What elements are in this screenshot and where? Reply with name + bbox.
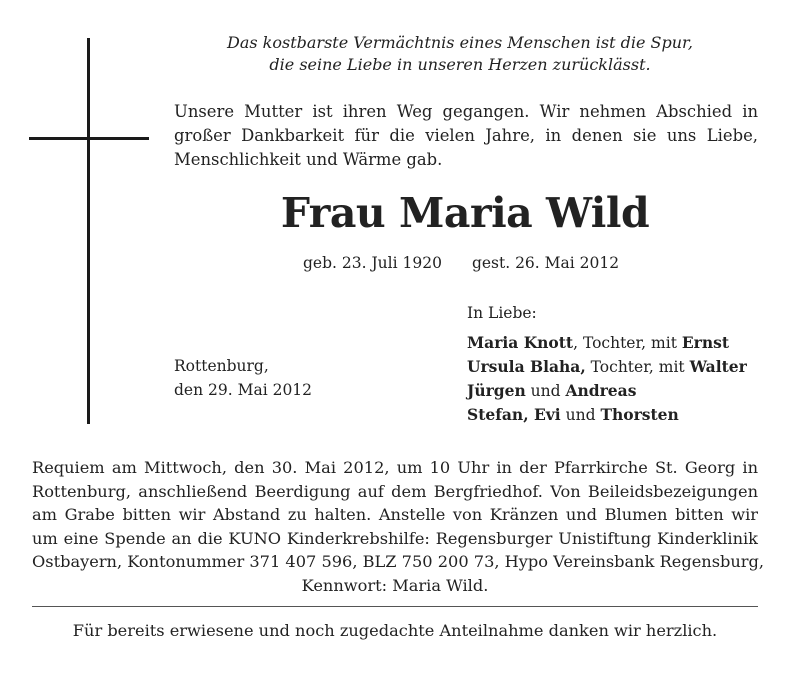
requiem-line: Kennwort: Maria Wild.: [301, 575, 489, 595]
family-conjunction: und: [560, 406, 601, 424]
requiem-notice: [32, 456, 765, 598]
family-member-name: Andreas: [565, 381, 637, 400]
intro-line: Unsere Mutter ist ihren Weg gegangen. Wir nehmen Abschied in: [174, 102, 758, 121]
family-member-name: Stefan, Evi: [467, 405, 561, 424]
family-relation: Tochter, mit: [585, 358, 690, 376]
family-member-name: Jürgen: [467, 381, 526, 400]
requiem-line: Ostbayern, Kontonummer 371 407 596, BLZ 750 200 73, Hypo Vereinsbank Regensburg,: [32, 552, 765, 572]
deceased-name: Frau Maria Wild: [280, 189, 650, 237]
quote-line: die seine Liebe in unseren Herzen zurücklässt.: [269, 55, 651, 74]
family-list: [467, 331, 747, 427]
quote-line: Das kostbarste Vermächtnis eines Menschen ist die Spur,: [227, 33, 693, 52]
intro-text: [174, 100, 758, 172]
family-row: [467, 355, 747, 379]
requiem-line: Requiem am Mittwoch, den 30. Mai 2012, um 10 Uhr in der Pfarrkirche St. Georg in: [32, 458, 758, 477]
divider-line: [32, 606, 758, 607]
cross-horizontal-bar: [29, 137, 149, 140]
family-row: [467, 331, 747, 355]
death-date: gest. 26. Mai 2012: [471, 254, 620, 272]
family-partner-name: Ernst: [681, 333, 729, 352]
family-relation: , Tochter, mit: [573, 334, 682, 352]
requiem-line: um eine Spende an die KUNO Kinderkrebshilfe: Regensburger Unistiftung Kinderklinik: [32, 528, 758, 548]
family-member-name: Maria Knott: [467, 333, 574, 352]
in-liebe-label: In Liebe:: [467, 304, 537, 322]
cross-vertical-bar: [87, 38, 90, 424]
family-member-name: Ursula Blaha,: [467, 357, 586, 376]
family-conjunction: und: [525, 382, 566, 400]
family-row: [467, 403, 747, 427]
family-member-name: Thorsten: [600, 405, 679, 424]
family-partner-name: Walter: [689, 357, 747, 376]
life-dates: [303, 252, 619, 274]
signoff-date: den 29. Mai 2012: [174, 381, 313, 399]
requiem-line: am Grabe bitten wir Abstand zu halten. Anstelle von Kränzen und Blumen bitten wir: [32, 505, 758, 525]
memorial-quote: [170, 32, 750, 76]
intro-line: Menschlichkeit und Wärme gab.: [174, 150, 443, 169]
place-and-date: [174, 354, 312, 402]
requiem-line: Rottenburg, anschließend Beerdigung auf dem Bergfriedhof. Von Beileidsbezeigungen: [32, 481, 758, 501]
intro-line: großer Dankbarkeit für die vielen Jahre, in denen sie uns Liebe,: [174, 126, 758, 145]
place: Rottenburg,: [174, 357, 269, 375]
family-row: [467, 379, 747, 403]
birth-date: geb. 23. Juli 1920: [303, 254, 442, 272]
thanks-text: Für bereits erwiesene und noch zugedachte Anteilnahme danken wir herzlich.: [72, 621, 718, 640]
